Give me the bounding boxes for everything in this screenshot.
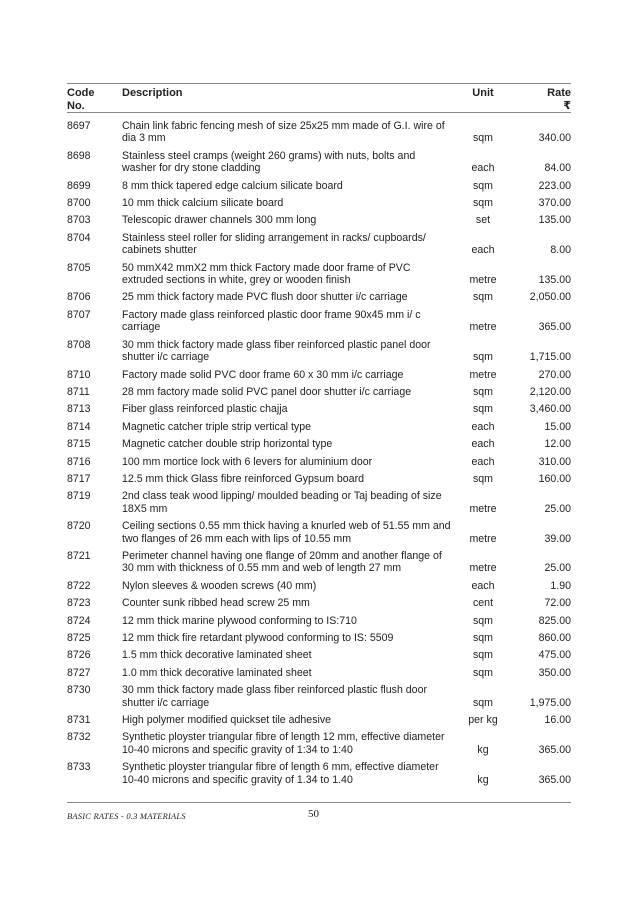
row-rate: 475.00 <box>538 649 571 662</box>
row-unit: sqm <box>472 291 493 304</box>
row-unit: metre <box>469 321 497 334</box>
row-unit: set <box>475 214 491 227</box>
row-description: 12 mm thick fire retardant plywood conforming to IS: 5509 <box>122 632 394 644</box>
row-rate: 25.00 <box>544 502 571 515</box>
table-row <box>67 473 571 485</box>
table-row <box>67 339 571 364</box>
table-row <box>67 714 571 726</box>
row-rate: 365.00 <box>538 321 571 334</box>
row-code: 8732 <box>67 731 91 744</box>
row-unit: sqm <box>472 666 493 679</box>
row-unit: sqm <box>472 197 493 210</box>
row-unit: metre <box>469 368 497 381</box>
row-unit: per kg <box>468 714 498 727</box>
row-code: 8713 <box>67 403 91 416</box>
table-row <box>67 684 571 709</box>
table-row <box>67 761 571 786</box>
row-rate: 1.90 <box>550 579 571 592</box>
row-rate: 135.00 <box>538 274 571 287</box>
row-unit: each <box>471 438 495 451</box>
row-description: Magnetic catcher triple strip vertical type <box>122 420 311 433</box>
row-unit: cent <box>472 597 494 610</box>
table-row <box>67 438 571 450</box>
row-description: Factory made glass reinforced plastic door frame 90x45 mm i/ c carriage <box>122 308 421 334</box>
row-description: High polymer modified quickset tile adhesive <box>122 714 332 727</box>
table-row <box>67 667 571 679</box>
row-description: 1.0 mm thick decorative laminated sheet <box>122 666 312 679</box>
header-divider <box>67 112 571 113</box>
row-description: Factory made solid PVC door frame 60 x 30 mm i/c carriage <box>122 368 404 381</box>
header-rate-label: Rate <box>547 87 571 99</box>
row-rate: 8.00 <box>550 244 571 257</box>
row-code: 8708 <box>67 338 91 351</box>
row-rate: 3,460.00 <box>529 403 571 416</box>
table-row <box>67 309 571 334</box>
row-code: 8722 <box>67 579 91 592</box>
row-unit: sqm <box>472 179 493 192</box>
rates-table-body <box>67 120 571 791</box>
header-description: Description <box>122 87 183 99</box>
table-row <box>67 232 571 257</box>
table-row <box>67 520 571 545</box>
row-rate: 365.00 <box>538 743 571 756</box>
row-rate: 15.00 <box>544 420 571 433</box>
row-unit: metre <box>469 502 497 515</box>
row-unit: sqm <box>472 403 493 416</box>
row-unit: each <box>471 244 495 257</box>
table-row <box>67 180 571 192</box>
row-unit: kg <box>477 743 489 756</box>
row-unit: metre <box>469 532 497 545</box>
row-code: 8700 <box>67 197 91 210</box>
header-code-label: Code <box>67 87 95 99</box>
table-row <box>67 403 571 415</box>
row-rate: 135.00 <box>538 214 571 227</box>
table-row <box>67 550 571 575</box>
row-code: 8733 <box>67 761 91 774</box>
row-unit: sqm <box>472 385 493 398</box>
row-code: 8723 <box>67 597 91 610</box>
row-description: 100 mm mortice lock with 6 levers for aluminium door <box>122 455 373 468</box>
row-description: 12 mm thick marine plywood conforming to IS:710 <box>122 614 357 627</box>
row-description: 30 mm thick factory made glass fiber reinforced plastic flush door shutter i/c carriage <box>122 684 427 709</box>
table-row <box>67 386 571 398</box>
row-description: Perimeter channel having one flange of 20mm and another flange of 30 mm with thickness of 0.55 mm and web of length 27 mm <box>122 549 442 575</box>
row-description: Stainless steel cramps (weight 260 grams) with nuts, bolts and washer for dry stone cladding <box>122 149 416 175</box>
table-row <box>67 262 571 287</box>
table-row <box>67 120 571 145</box>
row-rate: 2,050.00 <box>529 291 571 304</box>
row-description: 8 mm thick tapered edge calcium silicate board <box>122 179 343 192</box>
row-code: 8721 <box>67 549 91 562</box>
row-code: 8717 <box>67 472 91 485</box>
row-rate: 1,975.00 <box>529 696 571 709</box>
row-description: 10 mm thick calcium silicate board <box>122 197 284 210</box>
row-description: 2nd class teak wood lipping/ moulded beading or Taj beading of size 18X5 mm <box>122 490 442 515</box>
row-code: 8714 <box>67 420 91 433</box>
row-description: 50 mmX42 mmX2 mm thick Factory made door frame of PVC extruded sections in white, grey or wooden finish <box>122 261 411 287</box>
row-description: Counter sunk ribbed head screw 25 mm <box>122 597 310 610</box>
header-code <box>67 87 107 113</box>
row-rate: 2,120.00 <box>529 385 571 398</box>
row-code: 8699 <box>67 179 91 192</box>
table-row <box>67 632 571 644</box>
header-unit: Unit <box>472 87 494 99</box>
table-row <box>67 731 571 756</box>
table-row <box>67 421 571 433</box>
row-rate: 825.00 <box>538 614 571 627</box>
row-unit: sqm <box>472 696 493 709</box>
rupee-symbol: ₹ <box>563 100 571 112</box>
row-unit: metre <box>469 274 497 287</box>
table-row <box>67 456 571 468</box>
row-code: 8706 <box>67 291 91 304</box>
row-description: Nylon sleeves & wooden screws (40 mm) <box>122 579 317 592</box>
row-code: 8726 <box>67 649 91 662</box>
row-description: Stainless steel roller for sliding arrangement in racks/ cupboards/ cabinets shutter <box>122 231 426 257</box>
row-code: 8704 <box>67 231 91 244</box>
table-row <box>67 150 571 175</box>
row-description: Synthetic ployster triangular fibre of length 12 mm, effective diameter 10-40 microns and specific gravity of 1:34 to 1:40 <box>122 731 445 756</box>
footer-section-title: BASIC RATES - 0.3 MATERIALS <box>67 811 186 821</box>
row-code: 8716 <box>67 455 91 468</box>
row-rate: 84.00 <box>544 162 571 175</box>
row-description: Telescopic drawer channels 300 mm long <box>122 214 317 227</box>
row-rate: 270.00 <box>538 368 571 381</box>
row-rate: 12.00 <box>544 438 571 451</box>
top-divider <box>67 83 571 84</box>
row-code: 8698 <box>67 149 91 162</box>
table-header <box>67 87 571 113</box>
row-unit: metre <box>469 562 497 575</box>
table-row <box>67 197 571 209</box>
row-description: Chain link fabric fencing mesh of size 25x25 mm made of G.I. wire of dia 3 mm <box>122 120 445 145</box>
row-code: 8724 <box>67 614 91 627</box>
row-unit: sqm <box>472 472 493 485</box>
row-rate: 310.00 <box>538 455 571 468</box>
row-description: Synthetic ployster triangular fibre of length 6 mm, effective diameter 10-40 microns and specific gravity of 1.34 to 1.40 <box>122 761 439 786</box>
table-row <box>67 291 571 303</box>
row-description: 25 mm thick factory made PVC flush door shutter i/c carriage <box>122 291 408 304</box>
row-description: 1.5 mm thick decorative laminated sheet <box>122 649 312 662</box>
row-unit: each <box>471 579 495 592</box>
row-code: 8727 <box>67 666 91 679</box>
row-rate: 370.00 <box>538 197 571 210</box>
page-number: 50 <box>308 808 319 820</box>
row-rate: 350.00 <box>538 666 571 679</box>
row-rate: 860.00 <box>538 632 571 644</box>
row-description: 30 mm thick factory made glass fiber reinforced plastic panel door shutter i/c carriage <box>122 338 431 364</box>
row-unit: sqm <box>472 132 493 145</box>
row-rate: 160.00 <box>538 472 571 485</box>
row-unit: kg <box>477 773 489 786</box>
row-rate: 223.00 <box>538 179 571 192</box>
table-row <box>67 649 571 661</box>
row-code: 8715 <box>67 438 91 451</box>
row-description: Ceiling sections 0.55 mm thick having a knurled web of 51.55 mm and two flanges of 26 mm each with lips of 10.55 mm <box>122 520 451 545</box>
row-code: 8725 <box>67 632 91 644</box>
row-code: 8711 <box>67 385 90 398</box>
row-code: 8710 <box>67 368 91 381</box>
row-unit: sqm <box>472 649 493 662</box>
row-description: 12.5 mm thick Glass fibre reinforced Gypsum board <box>122 472 364 485</box>
row-rate: 25.00 <box>544 562 571 575</box>
row-code: 8707 <box>67 308 91 321</box>
row-rate: 72.00 <box>544 597 571 610</box>
table-row <box>67 580 571 592</box>
row-rate: 340.00 <box>538 132 571 145</box>
row-unit: each <box>471 162 495 175</box>
table-row <box>67 214 571 226</box>
row-code: 8697 <box>67 120 91 132</box>
row-unit: sqm <box>472 351 493 364</box>
row-rate: 365.00 <box>538 773 571 786</box>
row-description: Magnetic catcher double strip horizontal type <box>122 438 333 451</box>
table-row <box>67 490 571 515</box>
table-row <box>67 615 571 627</box>
header-rate <box>547 87 571 113</box>
row-unit: each <box>471 455 495 468</box>
row-rate: 39.00 <box>544 532 571 545</box>
row-unit: sqm <box>472 614 493 627</box>
row-rate: 1,715.00 <box>529 351 571 364</box>
row-code: 8731 <box>67 714 91 727</box>
row-code: 8720 <box>67 520 91 533</box>
row-code: 8703 <box>67 214 91 227</box>
row-description: Fiber glass reinforced plastic chajja <box>122 403 288 416</box>
header-no-label: No. <box>67 100 85 112</box>
row-unit: each <box>471 420 495 433</box>
row-unit: sqm <box>472 632 493 644</box>
row-code: 8705 <box>67 261 91 274</box>
bottom-divider <box>67 802 571 803</box>
row-rate: 16.00 <box>544 714 571 727</box>
table-row <box>67 597 571 609</box>
row-code: 8730 <box>67 684 91 697</box>
row-code: 8719 <box>67 490 91 503</box>
row-description: 28 mm factory made solid PVC panel door shutter i/c carriage <box>122 385 412 398</box>
table-row <box>67 369 571 381</box>
